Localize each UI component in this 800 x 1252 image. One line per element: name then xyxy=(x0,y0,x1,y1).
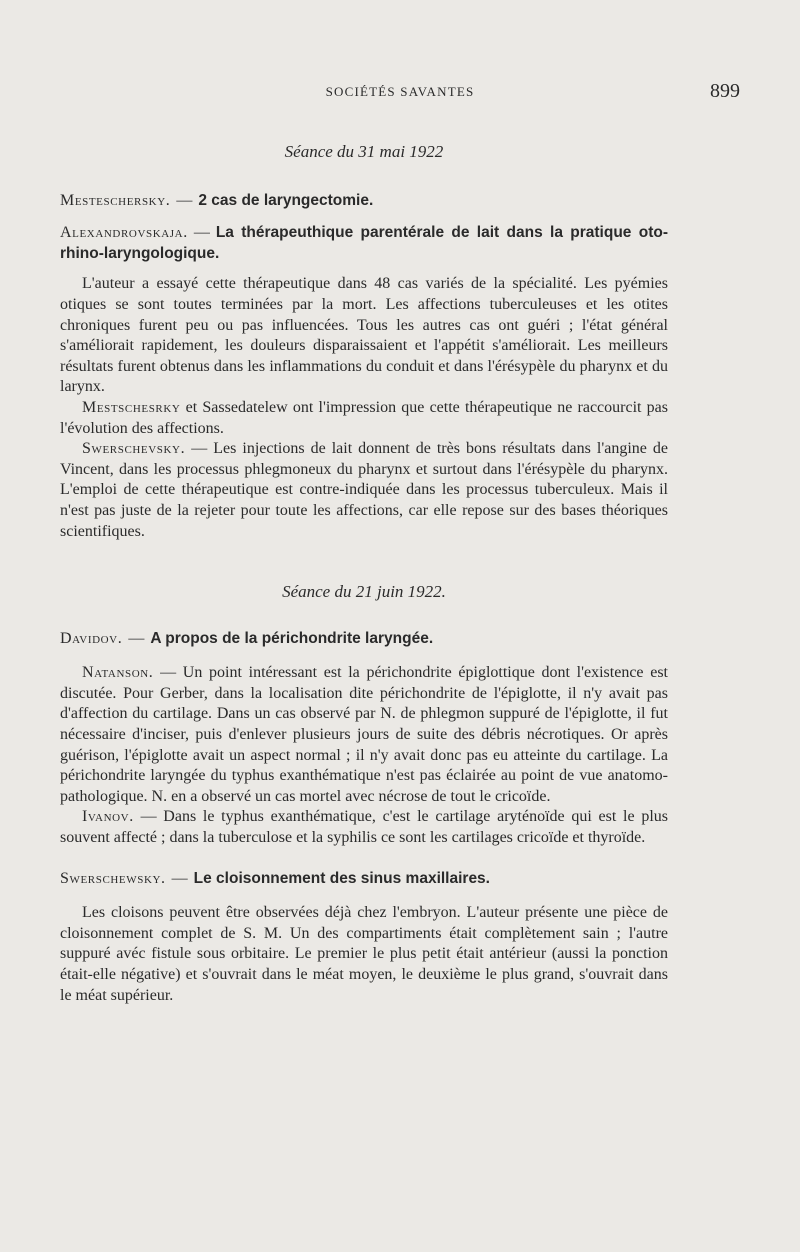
author-name: Mesteschersky. xyxy=(60,191,171,209)
author-name: Swerschevsky. xyxy=(82,440,186,458)
communication-entry: Davidov. — A propos de la périchondrite laryngée. xyxy=(60,629,434,647)
running-head xyxy=(60,80,740,108)
discussion-text: — Les injections de lait donnent de très bons résultats dans l'angine de Vincent, dans les processus phlegmoneux du pharynx et surtout dans l'érésypèle du pharynx. L'emploi de cette thérapeutique est contre-indiquée dans les processus tuberculeux. Mais il n'est pas juste de la rejeter pour toute les affections, car elle repose sur des bases théoriques scientifiques. xyxy=(60,440,668,540)
communication-entry: Alexandrovskaja. — La thérapeuthique parentérale de lait dans la pratique oto-rhino-laryngologique. xyxy=(60,224,668,262)
communication-title: Le cloisonnement des sinus maxillaires. xyxy=(193,869,490,887)
author-name: Mestschesrky xyxy=(82,398,181,416)
body-paragraph: L'auteur a essayé cette thérapeutique dans 48 cas variés de la spécialité. Les pyémies otiques se sont toutes terminées par la mort. Les affections tuberculeuses et les otites chroniques furent peu ou pas influencées. Tous les autres cas ont guéri ; l'état général s'améliorait rapidement, les douleurs disparaissaient et l'appétit s'améliorait. Les meilleurs résultats furent obtenus dans les inflammations du conduit et dans l'érésypèle du pharynx et du larynx. xyxy=(60,275,668,396)
communication-title: A propos de la périchondrite laryngée. xyxy=(150,629,434,647)
author-name: Davidov. xyxy=(60,629,123,647)
page-content xyxy=(60,142,668,1006)
discussion-paragraph xyxy=(60,807,668,848)
author-name: Natanson. xyxy=(82,664,154,682)
communication-title: 2 cas de laryngectomie. xyxy=(198,191,374,209)
page-number: 899 xyxy=(710,80,740,102)
session-heading: Séance du 31 mai 1922 xyxy=(284,142,444,161)
communication-entry: Swerschewsky. — Le cloisonnement des sinus maxillaires. xyxy=(60,869,490,887)
session-heading: Séance du 21 juin 1922. xyxy=(282,582,446,602)
author-name: Ivanov. xyxy=(82,808,134,826)
communication-title: La thérapeuthique parentérale de lait dans la pratique oto-rhino-laryngologique. xyxy=(60,224,668,262)
author-name: Alexandrovskaja. xyxy=(60,224,188,242)
discussion-text: — Dans le typhus exanthématique, c'est le cartilage aryténoïde qui est le plus souvent affecté ; dans la tuberculose et la syphilis ce sont les cartilages cricoïde et thyroïde. xyxy=(60,808,668,847)
communication-entry: Mesteschersky. — 2 cas de laryngectomie. xyxy=(60,191,374,209)
discussion-text: — Un point intéressant est la périchondrite épiglottique dont l'existence est discutée. Pour Gerber, dans la localisation dite périchondrite de l'épiglotte, il n'y avait pas d'affection du cartilage. Dans un cas observé par N. de phlegmon suppuré de l'épiglotte, il fut nécessaire d'inciser, puis d'enlever plusieurs jours de suite des débris nécrotiques. Or après guérison, l'épiglotte avait un aspect normal ; il n'y avait donc pas eu atteinte du cartilage. La périchondrite laryngée du typhus exanthématique n'est pas éclairée au point de vue anatomo-pathologique. N. en a observé un cas mortel avec nécrose de tout le cricoïde. xyxy=(60,664,668,805)
running-head-title: SOCIÉTÉS SAVANTES xyxy=(325,84,475,99)
discussion-text: et Sassedatelew ont l'impression que cette thérapeutique ne raccourcit pas l'évolution des affections. xyxy=(60,398,668,437)
discussion-paragraph xyxy=(60,398,668,439)
discussion-paragraph xyxy=(60,439,668,542)
author-name: Swerschewsky. xyxy=(60,869,166,887)
discussion-paragraph xyxy=(60,663,668,807)
body-paragraph: Les cloisons peuvent être observées déjà chez l'embryon. L'auteur présente une pièce de cloisonnement complet de S. M. Un des compartiments était complètement sain ; l'autre suppuré avéc fistule sous orbitaire. Le premier le plus petit était antérieur (aussi la ponction était-elle négative) et s'ouvrait dans le méat moyen, le deuxième le plus grand, s'ouvrait dans le méat supérieur. xyxy=(60,904,668,1004)
